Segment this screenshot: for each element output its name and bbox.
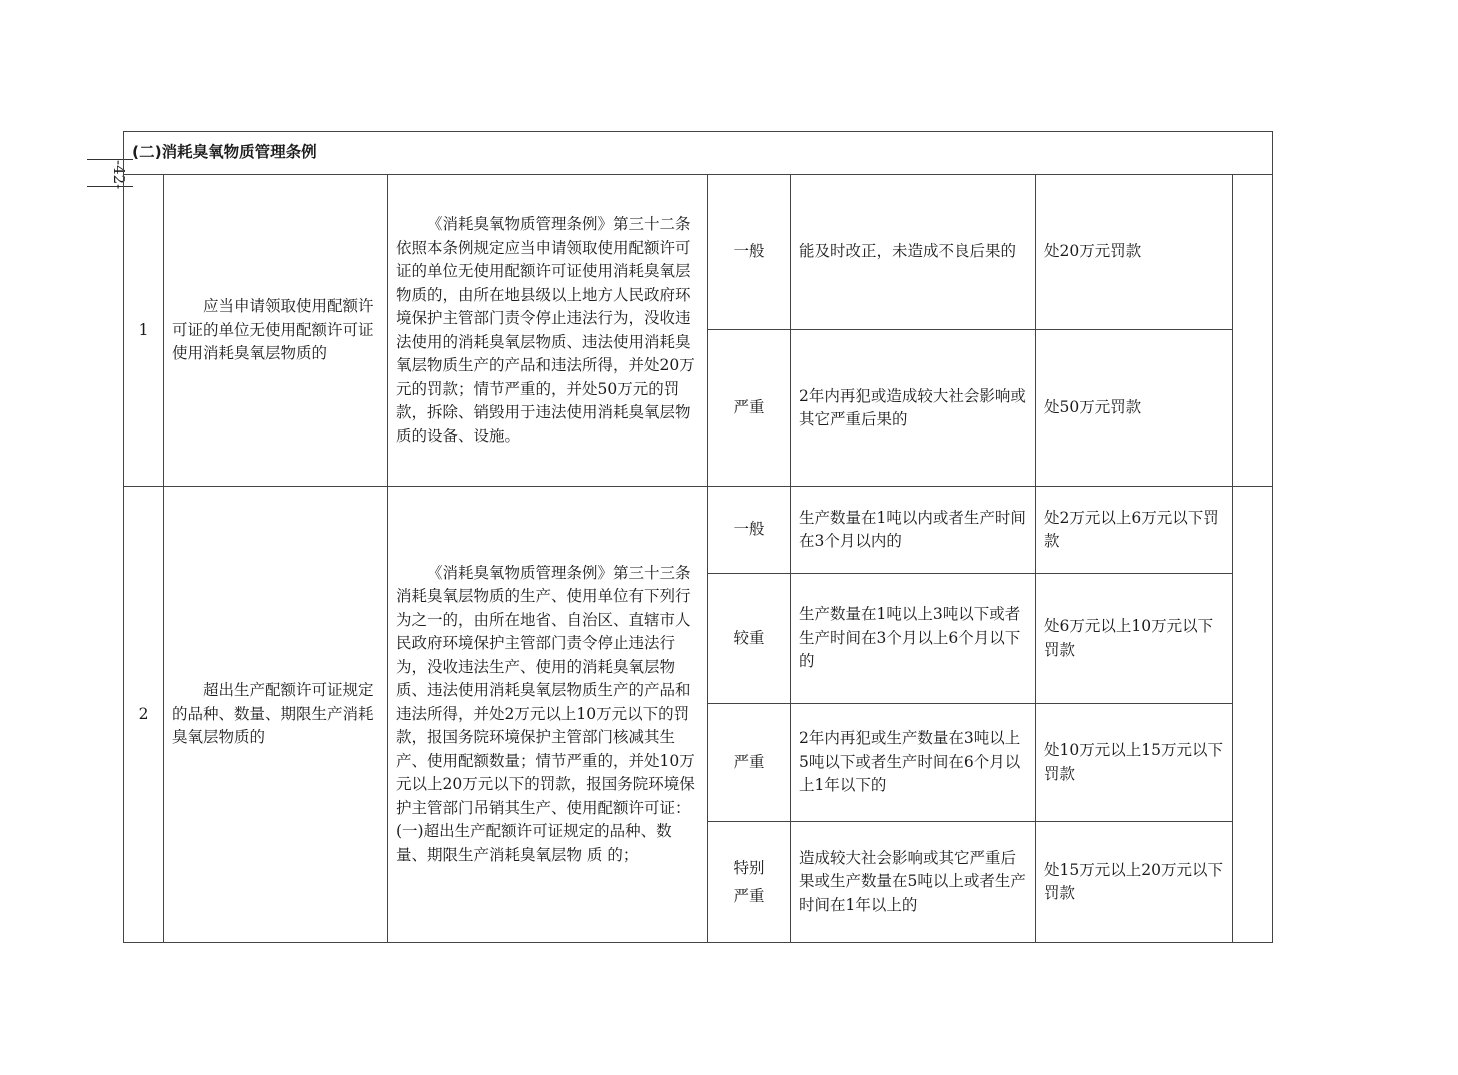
table-row	[124, 487, 1273, 574]
violation-description: 应当申请领取使用配额许可证的单位无使用配额许可证使用消耗臭氧层物质的	[164, 175, 388, 487]
penalty-standard: 处2万元以上6万元以下罚款	[1036, 487, 1233, 574]
legal-basis: 《消耗臭氧物质管理条例》第三十三条 消耗臭氧层物质的生产、使用单位有下列行为之一的，由所在地省、自治区、直辖市人民政府环境保护主管部门责令停止违法行为，没收违法生产、使用的消耗臭氧层物质、违法使用消耗臭氧层物质生产的产品和违法所得，并处2万元以上10万元以下的罚款，报国务院环境保护主管部门核减其生产、使用配额数量；情节严重的，并处10万元以上20万元以下的罚款，报国务院环境保护主管部门吊销其生产、使用配额许可证：(一)超出生产配额许可证规定的品种、数量、期限生产消耗臭氧层物 质 的；	[388, 487, 708, 943]
penalty-table	[123, 131, 1273, 943]
remarks-cell	[1233, 175, 1273, 487]
item-number: 2	[124, 487, 164, 943]
severity-level: 一般	[708, 487, 791, 574]
table-row	[124, 175, 1273, 330]
page-number: -42-	[87, 159, 133, 187]
penalty-standard: 处50万元罚款	[1036, 330, 1233, 487]
circumstance: 2年内再犯或造成较大社会影响或其它严重后果的	[791, 330, 1036, 487]
penalty-standard: 处10万元以上15万元以下罚款	[1036, 704, 1233, 822]
circumstance: 2年内再犯或生产数量在3吨以上5吨以下或者生产时间在6个月以上1年以下的	[791, 704, 1036, 822]
penalty-standard: 处15万元以上20万元以下罚款	[1036, 822, 1233, 943]
legal-basis: 《消耗臭氧物质管理条例》第三十二条 依照本条例规定应当申请领取使用配额许可证的单位无使用配额许可证使用消耗臭氧层物质的，由所在地县级以上地方人民政府环境保护主管部门责令停止违法行为，没收违法使用的消耗臭氧层物质、违法使用消耗臭氧层物质生产的产品和违法所得，并处20万元的罚款；情节严重的，并处50万元的罚款，拆除、销毁用于违法使用消耗臭氧层物质的设备、设施。	[388, 175, 708, 487]
severity-level: 严重	[708, 330, 791, 487]
circumstance: 造成较大社会影响或其它严重后果或生产数量在5吨以上或者生产时间在1年以上的	[791, 822, 1036, 943]
circumstance: 能及时改正，未造成不良后果的	[791, 175, 1036, 330]
circumstance: 生产数量在1吨以上3吨以下或者生产时间在3个月以上6个月以下的	[791, 574, 1036, 704]
circumstance: 生产数量在1吨以内或者生产时间在3个月以内的	[791, 487, 1036, 574]
item-number: 1	[124, 175, 164, 487]
remarks-cell	[1233, 487, 1273, 943]
section-title: (二)消耗臭氧物质管理条例	[124, 132, 1273, 175]
severity-level: 一般	[708, 175, 791, 330]
section-header-row	[124, 132, 1273, 175]
penalty-standard: 处20万元罚款	[1036, 175, 1233, 330]
severity-level: 严重	[708, 704, 791, 822]
violation-description: 超出生产配额许可证规定的品种、数量、期限生产消耗臭氧层物质的	[164, 487, 388, 943]
penalty-standard: 处6万元以上10万元以下罚款	[1036, 574, 1233, 704]
severity-level: 较重	[708, 574, 791, 704]
severity-level: 特别严重	[708, 822, 791, 943]
